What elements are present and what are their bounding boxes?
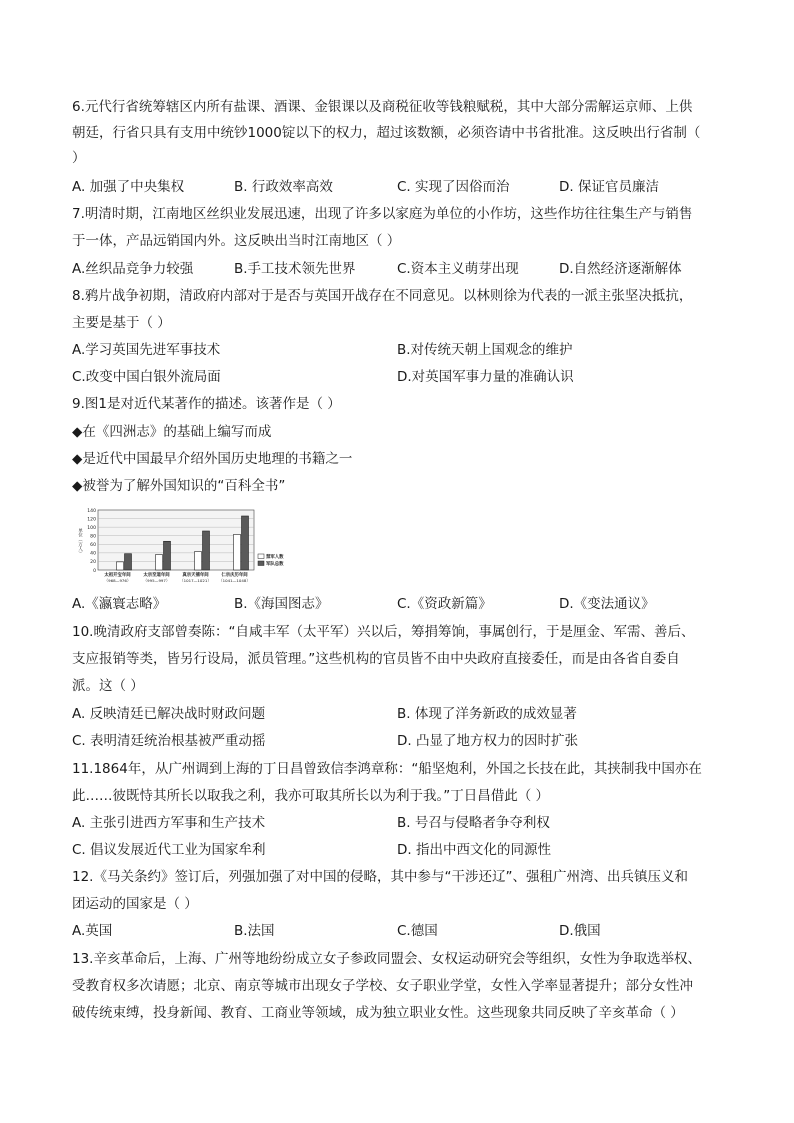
q9-option-a[interactable]: A.《瀛寰志略》 xyxy=(72,596,167,612)
bar-total-2 xyxy=(164,541,171,570)
q11-option-c[interactable]: C. 倡议发展近代工业为国家牟利 xyxy=(72,842,266,858)
q10-option-d[interactable]: D. 凸显了地方权力的因时扩张 xyxy=(397,733,578,749)
x-tick-label: 太宗至道年间 xyxy=(143,573,170,578)
question-11-options-row-1 xyxy=(72,812,732,834)
question-8-line-1: 8.鸦片战争初期，清政府内部对于是否与英国开战存在不同意见。以林则徐为代表的一派主张坚决抵抗， xyxy=(72,288,693,304)
question-9-options xyxy=(72,593,732,615)
question-6-options xyxy=(72,176,732,198)
x-tick-label: 太祖开宝年间 xyxy=(104,573,131,578)
question-8-options-row-1 xyxy=(72,339,732,361)
q8-option-b[interactable]: B.对传统天朝上国观念的维护 xyxy=(397,342,573,358)
question-11-options-row-2 xyxy=(72,839,732,861)
y-tick-label: 0 xyxy=(93,568,96,574)
q12-option-c[interactable]: C.德国 xyxy=(397,923,438,939)
bar-guards-4 xyxy=(234,534,241,570)
question-6-line-1: 6.元代行省统筹辖区内所有盐课、酒课、金银课以及商税征收等钱粮赋税，其中大部分需解运京师、上供 xyxy=(72,99,693,115)
q10-option-a[interactable]: A. 反映清廷已解决战时财政问题 xyxy=(72,706,266,722)
q10-option-b[interactable]: B. 体现了洋务新政的成效显著 xyxy=(397,706,577,722)
legend-label-2: 军队总数 xyxy=(266,562,284,567)
q8-option-a[interactable]: A.学习英国先进军事技术 xyxy=(72,342,221,358)
q11-option-b[interactable]: B. 号召与侵略者争夺利权 xyxy=(397,815,550,831)
x-tick-label: （968—976） xyxy=(104,578,131,583)
question-12-options xyxy=(72,920,732,942)
question-6-line-2: 朝廷，行省只具有支用中统钞1000锭以下的权力，超过该数额，必须咨请中书省批准。这反映出行省制（ xyxy=(72,125,701,141)
y-tick-label: 100 xyxy=(87,525,96,531)
q12-option-a[interactable]: A.英国 xyxy=(72,923,113,939)
question-7-options xyxy=(72,258,732,280)
q7-option-a[interactable]: A.丝织品竞争力较强 xyxy=(72,261,194,277)
legend-label-1: 禁军人数 xyxy=(266,555,284,560)
q7-option-d[interactable]: D.自然经济逐渐解体 xyxy=(559,261,682,277)
bar-total-3 xyxy=(203,531,210,570)
question-9-line-1: 9.图1是对近代某著作的描述。该著作是（ ） xyxy=(72,396,341,412)
q11-option-a[interactable]: A. 主张引进西方军事和生产技术 xyxy=(72,815,266,831)
question-13-line-1: 13.辛亥革命后，上海、广州等地纷纷成立女子参政同盟会、女权运动研究会等组织，女性为争取选举权、 xyxy=(72,951,701,967)
q7-option-c[interactable]: C.资本主义萌芽出现 xyxy=(397,261,519,277)
bar-total-1 xyxy=(125,554,132,570)
question-8-options-row-2 xyxy=(72,366,732,388)
question-12-line-1: 12.《马关条约》签订后，列强加强了对中国的侵略，其中参与“干涉还辽”、强租广州湾、出兵镇压义和 xyxy=(72,869,688,885)
q9-bullet-2: ◆是近代中国最早介绍外国历史地理的书籍之一 xyxy=(72,451,353,467)
question-11-line-1: 11.1864年，从广州调到上海的丁日昌曾致信李鸿章称：“船坚炮利，外国之长技在此，其挟制我中国亦在 xyxy=(72,761,702,777)
x-tick-label: （1041—1048） xyxy=(218,578,251,583)
x-tick-label: （1017—1021） xyxy=(179,578,212,583)
q10-option-c[interactable]: C. 表明清廷统治根基被严重动摇 xyxy=(72,733,266,749)
q9-bullet-1: ◆在《四洲志》的基础上编写而成 xyxy=(72,424,272,440)
q9-bullet-3: ◆被誉为了解外国知识的“百科全书” xyxy=(72,478,286,494)
bar-guards-1 xyxy=(117,562,124,570)
question-10-line-3: 派。这（ ） xyxy=(72,678,144,694)
question-10-options-row-2 xyxy=(72,730,732,752)
q9-option-b[interactable]: B.《海国图志》 xyxy=(234,596,329,612)
bar-total-4 xyxy=(242,516,249,570)
y-tick-label: 20 xyxy=(90,560,96,566)
y-axis-label: 单位（万人） xyxy=(77,528,83,556)
q6-option-d[interactable]: D. 保证官员廉洁 xyxy=(559,179,659,195)
q6-option-b[interactable]: B. 行政效率高效 xyxy=(234,179,333,195)
q7-option-b[interactable]: B.手工技术领先世界 xyxy=(234,261,356,277)
x-tick-label: 真宗天禧年间 xyxy=(182,573,209,578)
legend-swatch-2 xyxy=(258,561,264,566)
q8-option-d[interactable]: D.对英国军事力量的准确认识 xyxy=(397,369,574,385)
question-13-line-2: 受教育权多次请愿；北京、南京等城市出现女子学校、女子职业学堂，女性入学率显著提升；部分女性冲 xyxy=(72,978,693,994)
legend-swatch-1 xyxy=(258,554,264,559)
y-tick-label: 120 xyxy=(87,517,96,523)
question-10-line-2: 支应报销等类，皆另行设局，派员管理。”这些机构的官员皆不由中央政府直接委任，而是由各省自委自 xyxy=(72,651,680,667)
q6-option-c[interactable]: C. 实现了因俗而治 xyxy=(397,179,510,195)
question-11-line-2: 此……彼既恃其所长以取我之利，我亦可取其所长以为利于我。”丁日昌借此（ ） xyxy=(72,788,550,804)
question-10-options-row-1 xyxy=(72,703,732,725)
bar-guards-2 xyxy=(156,555,163,570)
y-tick-label: 40 xyxy=(90,551,96,557)
x-tick-label: 仁宗庆历年间 xyxy=(221,573,248,578)
q12-option-b[interactable]: B.法国 xyxy=(234,923,275,939)
question-8-line-2: 主要是基于（ ） xyxy=(72,315,171,331)
question-7-line-2: 于一体，产品远销国内外。这反映出当时江南地区（ ） xyxy=(72,233,401,249)
q12-option-d[interactable]: D.俄国 xyxy=(559,923,601,939)
plot-area xyxy=(98,510,254,570)
q11-option-d[interactable]: D. 指出中西文化的同源性 xyxy=(397,842,551,858)
question-12-line-2: 团运动的国家是（ ） xyxy=(72,896,198,912)
y-tick-label: 80 xyxy=(90,534,96,540)
question-10-line-1: 10.晚清政府支部曾奏陈：“自咸丰军（太平军）兴以后，筹捐筹饷，事属创行，于是厘金、军需、善后、 xyxy=(72,624,695,640)
figure-1-bar-chart xyxy=(72,506,287,594)
q8-option-c[interactable]: C.改变中国白银外流局面 xyxy=(72,369,221,385)
q9-option-d[interactable]: D.《变法通议》 xyxy=(559,596,655,612)
bar-guards-3 xyxy=(195,552,202,570)
y-tick-label: 60 xyxy=(90,543,96,549)
question-7-line-1: 7.明清时期，江南地区丝织业发展迅速，出现了许多以家庭为单位的小作坊，这些作坊往往集生产与销售 xyxy=(72,206,693,222)
question-6-line-3: ） xyxy=(72,150,86,166)
y-tick-label: 140 xyxy=(87,508,96,514)
x-tick-label: （995—997） xyxy=(143,578,170,583)
q6-option-a[interactable]: A. 加强了中央集权 xyxy=(72,179,185,195)
q9-option-c[interactable]: C.《资政新篇》 xyxy=(397,596,492,612)
question-13-line-3: 破传统束缚，投身新闻、教育、工商业等领域，成为独立职业女性。这些现象共同反映了辛亥革命（ ） xyxy=(72,1005,684,1021)
